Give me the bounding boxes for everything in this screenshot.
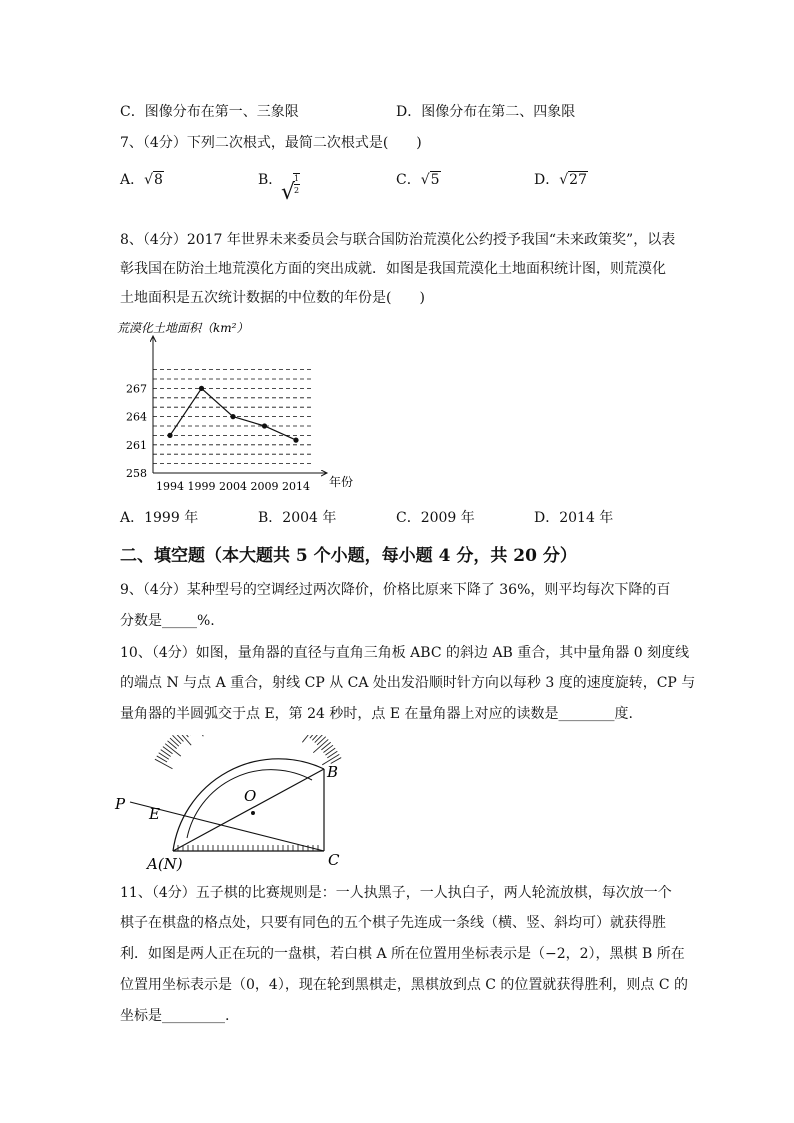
label-b: B xyxy=(327,763,339,781)
fraction-bar xyxy=(294,184,300,185)
protractor-tick xyxy=(168,741,177,749)
chart-xlabel: 年份 xyxy=(329,475,354,489)
option-label: D． xyxy=(534,172,560,188)
data-point xyxy=(199,386,204,391)
sqrt-sign: √ xyxy=(420,172,430,188)
data-point xyxy=(230,414,235,419)
q11-line-1: 11、（4分）五子棋的比赛规则是：一人执黑子，一人执白子，两人轮流放棋，每次放一个 xyxy=(120,885,672,901)
q7-option-b xyxy=(258,170,282,190)
q7-option-d xyxy=(534,170,588,190)
q10-line-3: 量角器的半圆弧交于点 E，第 24 秒时，点 E 在量角器上对应的读数是________度. xyxy=(120,706,633,722)
label-p: P xyxy=(115,795,126,813)
q9-line-1: 9、（4分）某种型号的空调经过两次降价，价格比原来下降了 36%，则平均每次下降的百 xyxy=(120,582,671,598)
protractor-tick xyxy=(173,735,182,743)
q7-option-c xyxy=(396,170,441,190)
option-label: A． xyxy=(120,172,145,188)
sqrt-sign: √ xyxy=(281,180,296,205)
q6-option-c: C．图像分布在第一、三象限 xyxy=(120,104,299,120)
sqrt-fraction xyxy=(281,172,301,208)
sqrt-sign: √ xyxy=(144,172,154,188)
protractor-tick xyxy=(193,735,203,736)
protractor-tick xyxy=(170,738,179,746)
ruler-ticks xyxy=(178,845,318,851)
protractor-tick xyxy=(321,742,330,750)
chart-ylabel: 荒漠化土地面积（km²） xyxy=(117,321,249,335)
data-point xyxy=(167,433,172,438)
q7-option-a xyxy=(120,170,164,190)
radicand: 8 xyxy=(154,172,163,188)
q7-stem: 7、（4分）下列二次根式，最简二次根式是( ) xyxy=(120,135,422,151)
q8-option-c: C．2009 年 xyxy=(396,510,475,526)
fraction-numerator: 1 xyxy=(294,174,300,183)
x-tick-label: 2009 xyxy=(250,480,279,493)
data-point xyxy=(262,423,267,428)
q10-line-2: 的端点 N 与点 A 重合，射线 CP 从 CA 处出发沿顺时针方向以每秒 3 度的速度旋转，CP 与 xyxy=(120,675,696,691)
q8-option-a: A．1999 年 xyxy=(120,510,199,526)
x-tick-label: 2004 xyxy=(219,480,247,493)
q11-line-4: 位置用坐标表示是（0，4），现在轮到黑棋走，黑棋放到点 C 的位置就获得胜利，则点 C 的 xyxy=(120,977,689,993)
protractor-tick xyxy=(302,735,314,742)
y-tick-label: 264 xyxy=(126,410,147,424)
sqrt-sign: √ xyxy=(559,172,569,188)
q6-option-d: D．图像分布在第二、四象限 xyxy=(396,104,576,120)
protractor-tick xyxy=(175,735,183,741)
protractor-tick xyxy=(317,737,326,745)
protractor-tick xyxy=(155,759,173,769)
segment-ab xyxy=(173,769,324,851)
protractor-tick xyxy=(323,745,333,752)
q11-line-5: 坐标是_________. xyxy=(120,1008,230,1024)
y-tick-label: 261 xyxy=(126,438,147,452)
q9-line-2: 分数是_____%. xyxy=(120,613,215,629)
label-o: O xyxy=(244,787,257,805)
label-c: C xyxy=(328,851,340,869)
fraction-denominator: 2 xyxy=(294,186,300,195)
q11-line-2: 棋子在棋盘的格点处，只要有同色的五个棋子先连成一条线（横、竖、斜均可）就获得胜 xyxy=(120,915,666,931)
data-point xyxy=(293,438,298,443)
radicand: 27 xyxy=(569,172,587,188)
protractor-triangle-figure xyxy=(112,735,352,875)
q11-line-3: 利．如图是两人正在玩的一盘棋，若白棋 A 所在位置用坐标表示是（−2，2），黑棋 B 所在 xyxy=(120,946,685,962)
q8-line-1: 8、（4分）2017 年世界未来委员会与联合国防治荒漠化公约授予我国“未来政策奖”，以表 xyxy=(120,232,676,248)
radicand: 5 xyxy=(430,172,440,188)
q8-option-d: D．2014 年 xyxy=(534,510,614,526)
y-tick-label: 267 xyxy=(126,382,147,396)
x-tick-label: 2014 xyxy=(282,480,310,493)
x-tick-label: 1994 xyxy=(156,480,184,493)
option-label: C． xyxy=(396,172,421,188)
option-label: B． xyxy=(258,172,283,188)
q8-line-3: 土地面积是五次统计数据的中位数的年份是( ) xyxy=(120,290,425,306)
q8-option-b: B．2004 年 xyxy=(258,510,337,526)
y-tick-label: 258 xyxy=(126,467,147,480)
label-e: E xyxy=(149,805,160,823)
label-a-n: A(N) xyxy=(147,855,183,873)
desertification-line-chart xyxy=(115,318,365,498)
protractor-tick xyxy=(163,747,173,754)
x-tick-label: 1999 xyxy=(187,480,216,493)
q10-line-1: 10、（4分）如图，量角器的直径与直角三角板 ABC 的斜边 AB 重合，其中量角器 0 刻度线 xyxy=(120,645,690,661)
q8-line-2: 彰我国在防治土地荒漠化方面的突出成就．如图是我国荒漠化土地面积统计图，则荒漠化 xyxy=(120,261,666,277)
center-o xyxy=(251,811,255,815)
section-heading: 二、填空题（本大题共 5 个小题，每小题 4 分，共 20 分） xyxy=(120,546,577,566)
protractor-tick xyxy=(178,735,191,745)
